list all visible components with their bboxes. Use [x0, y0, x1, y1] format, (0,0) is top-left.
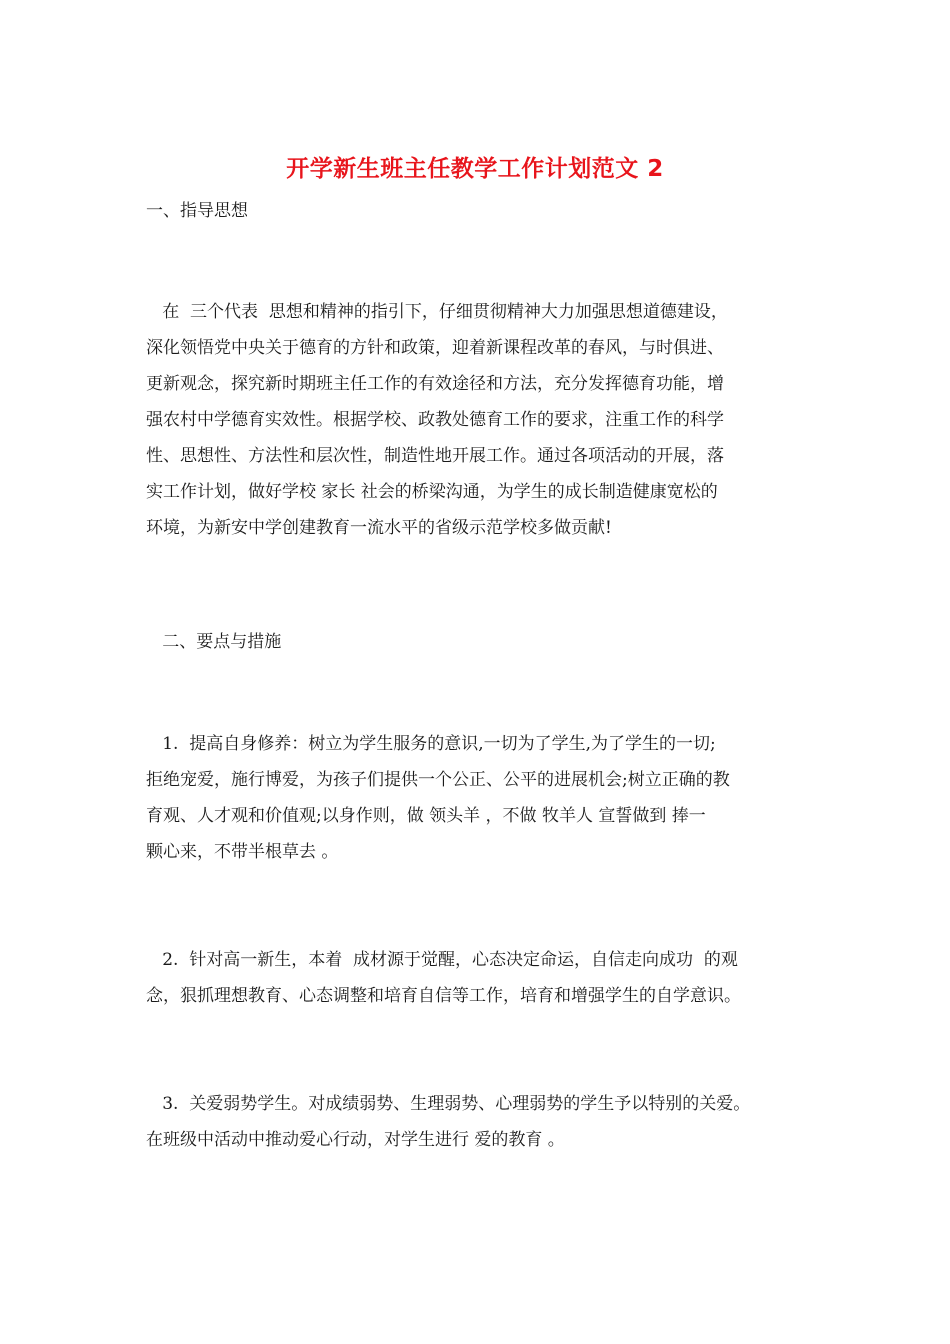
paragraph-line: 2. 针对高一新生，本着 成材源于觉醒，心态决定命运，自信走向成功 的观 — [146, 950, 738, 970]
paragraph-line: 育观、人才观和价值观;以身作则，做 领头羊 ，不做 牧羊人 宣誓做到 捧一 — [146, 806, 706, 826]
paragraph-line: 3. 关爱弱势学生。对成绩弱势、生理弱势、心理弱势的学生予以特别的关爱。 — [146, 1094, 751, 1114]
paragraph-line: 在班级中活动中推动爱心行动，对学生进行 爱的教育 。 — [146, 1130, 565, 1150]
list-item-2 — [146, 942, 826, 1014]
paragraph-line: 颗心来，不带半根草去 。 — [146, 842, 339, 862]
section-heading-guiding-thought: 一、指导思想 — [146, 201, 248, 221]
paragraph-line: 念，狠抓理想教育、心态调整和培育自信等工作，培育和增强学生的自学意识。 — [146, 986, 741, 1006]
paragraph-line: 更新观念，探究新时期班主任工作的有效途径和方法，充分发挥德育功能，增 — [146, 374, 724, 394]
paragraph-line: 环境，为新安中学创建教育一流水平的省级示范学校多做贡献! — [146, 518, 612, 538]
list-item-3 — [146, 1086, 826, 1158]
paragraph-line: 深化领悟党中央关于德育的方针和政策，迎着新课程改革的春风，与时俱进、 — [146, 338, 724, 358]
paragraph-line: 性、思想性、方法性和层次性，制造性地开展工作。通过各项活动的开展，落 — [146, 446, 724, 466]
paragraph-guiding-thought — [146, 294, 826, 546]
paragraph-line: 在 三个代表 思想和精神的指引下，仔细贯彻精神大力加强思想道德建设， — [146, 302, 728, 322]
paragraph-line: 1. 提高自身修养：树立为学生服务的意识,一切为了学生,为了学生的一切; — [146, 734, 716, 754]
list-item-1 — [146, 726, 826, 870]
paragraph-line: 实工作计划，做好学校 家长 社会的桥梁沟通，为学生的成长制造健康宽松的 — [146, 482, 718, 502]
document-title: 开学新生班主任教学工作计划范文 2 — [286, 156, 664, 182]
paragraph-line: 强农村中学德育实效性。根据学校、政教处德育工作的要求，注重工作的科学 — [146, 410, 724, 430]
paragraph-line: 拒绝宠爱，施行博爱，为孩子们提供一个公正、公平的进展机会;树立正确的教 — [146, 770, 730, 790]
section-heading-key-points: 二、要点与措施 — [146, 632, 282, 652]
